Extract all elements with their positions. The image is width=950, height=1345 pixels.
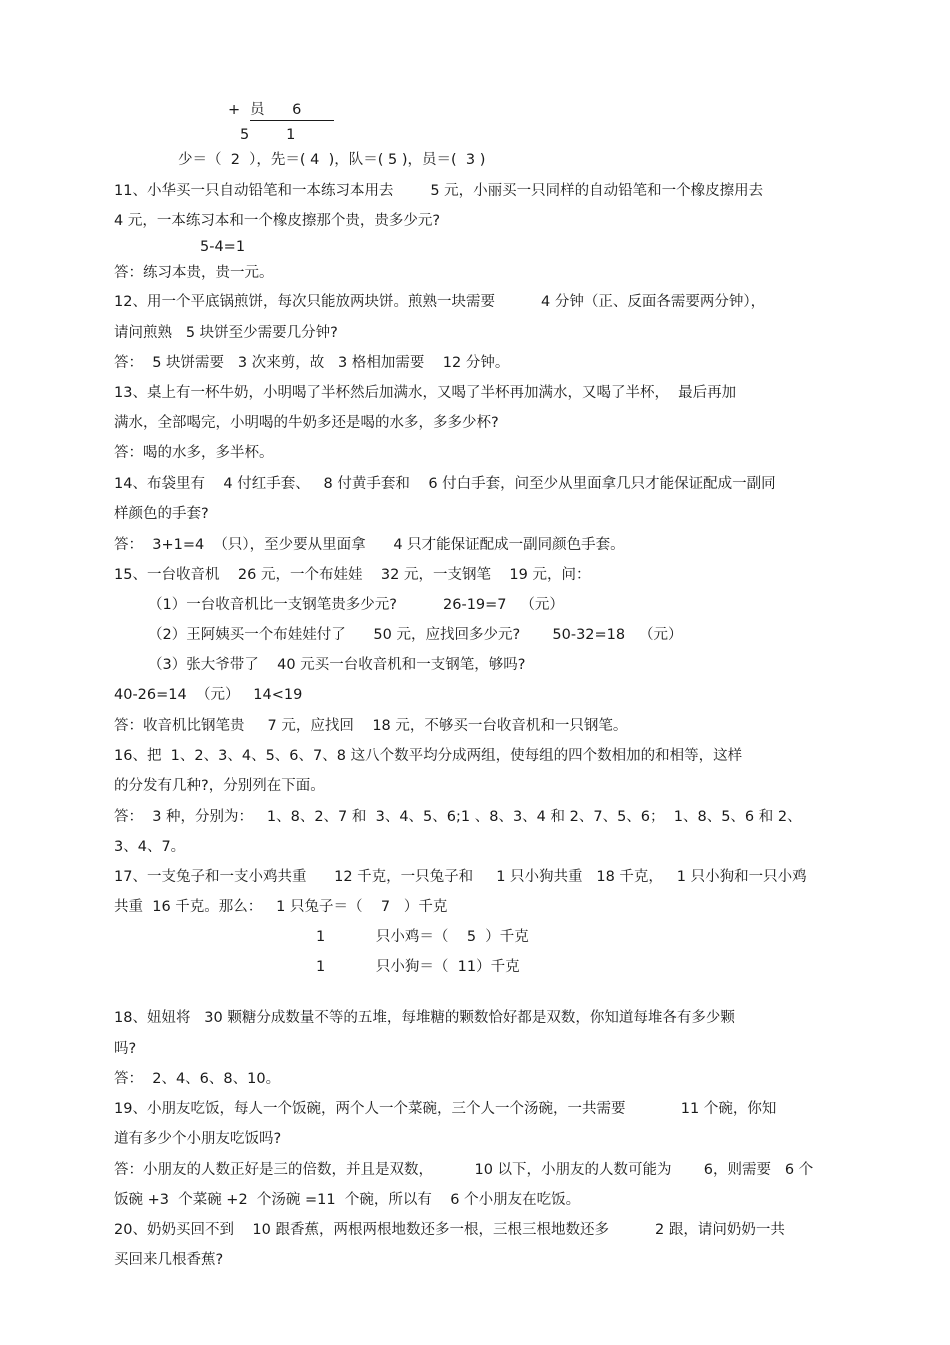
answer-line: 答：喝的水多，多半杯。 bbox=[114, 445, 274, 461]
question-19: 19、小朋友吃饭，每人一个饭碗，两个人一个菜碗，三个人一个汤碗，一共需要 11 个碗，你知 bbox=[114, 1101, 777, 1117]
question-14: 14、布袋里有 4 付红手套、 8 付黄手套和 6 付白手套，问至少从里面拿几只才能保证配成一副同 bbox=[114, 476, 776, 492]
sum-row: 5 1 bbox=[240, 127, 296, 143]
question-20: 20、奶奶买回不到 10 跟香蕉，两根两根地数还多一根，三根三根地数还多 2 跟，请问奶奶一共 bbox=[114, 1222, 785, 1238]
question-13: 13、桌上有一杯牛奶，小明喝了半杯然后加满水，又喝了半杯再加满水，又喝了半杯， 最后再加 bbox=[114, 385, 737, 401]
answer-line: 答：练习本贵，贵一元。 bbox=[114, 265, 274, 281]
sub-question-1: （1）一台收音机比一支钢笔贵多少元? 26-19=7 （元） bbox=[148, 597, 564, 613]
question-17: 17、一支兔子和一支小鸡共重 12 千克，一只兔子和 1 只小狗共重 18 千克， 1 只小狗和一只小鸡 bbox=[114, 869, 807, 885]
addend-row: 员 6 bbox=[250, 101, 334, 121]
question-11: 11、小华买一只自动铅笔和一本练习本用去 5 元，小丽买一只同样的自动铅笔和一个橡皮擦用去 bbox=[114, 183, 764, 199]
question-16-cont: 的分发有几种?，分别列在下面。 bbox=[114, 778, 325, 794]
answer-line: 答： 3 种，分别为： 1、8、2、7 和 3、4、5、6;1 、8、3、4 和 2、7、5、6； 1、8、5、6 和 2、 bbox=[114, 809, 802, 825]
question-13-cont: 满水，全部喝完，小明喝的牛奶多还是喝的水多，多多少杯? bbox=[114, 415, 499, 431]
question-18: 18、妞妞将 30 颗糖分成数量不等的五堆，每堆糖的颗数恰好都是双数，你知道每堆各有多少颗 bbox=[114, 1010, 735, 1026]
question-17-cont: 共重 16 千克。那么： 1 只兔子＝（ 7 ）千克 bbox=[114, 899, 448, 915]
answer-line: 答： 3+1=4 （只），至少要从里面拿 4 只才能保证配成一副同颜色手套。 bbox=[114, 537, 625, 553]
sub-question-3: （3）张大爷带了 40 元买一台收音机和一支钢笔，够吗? bbox=[148, 657, 526, 673]
question-14-cont: 样颜色的手套? bbox=[114, 506, 209, 522]
answer-line: 答：小朋友的人数正好是三的倍数，并且是双数， 10 以下，小朋友的人数可能为 6，则需要 6 个 bbox=[114, 1162, 814, 1178]
answer-line: 答： 5 块饼需要 3 次来剪，故 3 格相加需要 12 分钟。 bbox=[114, 355, 510, 371]
calc-line: 40-26=14 （元） 14<19 bbox=[114, 687, 303, 703]
question-11-cont: 4 元，一本练习本和一个橡皮擦那个贵，贵多少元? bbox=[114, 213, 441, 229]
answer-line: 少＝（ 2 ），先＝( 4 )，队＝( 5 )，员＝( 3 ) bbox=[178, 152, 486, 168]
sub-question-2: （2）王阿姨买一个布娃娃付了 50 元，应找回多少元? 50-32=18 （元） bbox=[148, 627, 683, 643]
plus-sign: + bbox=[228, 102, 241, 118]
question-19-cont: 道有多少个小朋友吃饭吗? bbox=[114, 1131, 282, 1147]
question-18-cont: 吗? bbox=[114, 1041, 137, 1057]
answer-line: 答：收音机比钢笔贵 7 元，应找回 18 元，不够买一台收音机和一只钢笔。 bbox=[114, 718, 628, 734]
question-12: 12、用一个平底锅煎饼，每次只能放两块饼。煎熟一块需要 4 分钟（正、反面各需要两分钟）， bbox=[114, 294, 766, 310]
calc-line: 5-4=1 bbox=[200, 239, 246, 255]
answer-line-cont: 饭碗 +3 个菜碗 +2 个汤碗 =11 个碗，所以有 6 个小朋友在吃饭。 bbox=[114, 1192, 581, 1208]
answer-dog: 1 只小狗＝（ 11）千克 bbox=[316, 959, 520, 975]
question-12-cont: 请问煎熟 5 块饼至少需要几分钟? bbox=[114, 325, 338, 341]
question-16: 16、把 1、2、3、4、5、6、7、8 这八个数平均分成两组，使每组的四个数相加的和相等，这样 bbox=[114, 748, 743, 764]
answer-chicken: 1 只小鸡＝（ 5 ）千克 bbox=[316, 929, 529, 945]
answer-line-cont: 3、4、7。 bbox=[114, 839, 186, 855]
question-15: 15、一台收音机 26 元，一个布娃娃 32 元，一支钢笔 19 元，问： bbox=[114, 567, 591, 583]
question-20-cont: 买回来几根香蕉? bbox=[114, 1252, 224, 1268]
answer-line: 答： 2、4、6、8、10。 bbox=[114, 1071, 281, 1087]
